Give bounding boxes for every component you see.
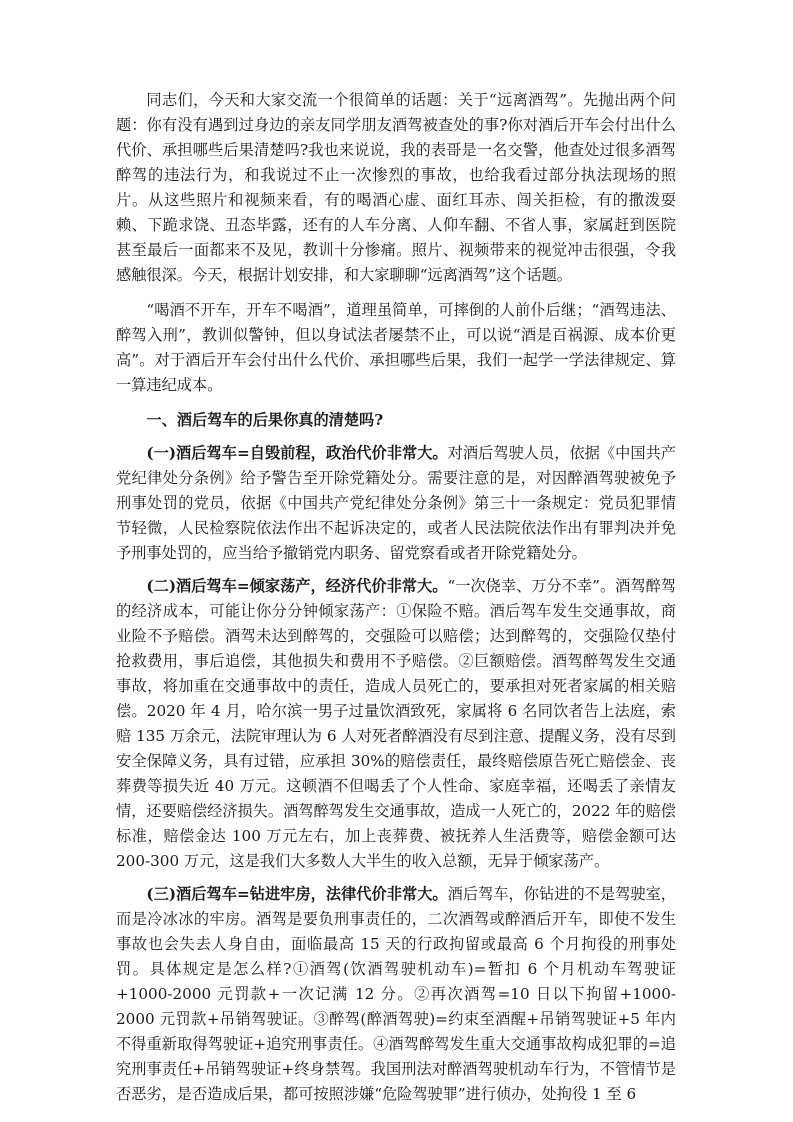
second-paragraph: “喝酒不开车，开车不喝酒”，道理虽简单，可摔倒的人前仆后继；“酒驾违法、醉驾入刑”，教训似警钟，但以身试法者屡禁不止，可以说“酒是百祸源、成本价更高”。对于酒后开车会付出什么代价、承担哪些后果，我们一起学一学法律规定、算一算违纪成本。 [116,301,676,394]
subsection-title: (一)酒后驾车=自毁前程，政治代价非常大。 [146,444,448,462]
subsection-political [116,441,676,566]
subsection-body: “一次侥幸、万分不幸”。酒驾醉驾的经济成本，可能让你分分钟倾家荡产：①保险不赔。酒后驾车发生交通事故，商业险不予赔偿。酒驾未达到醉驾的，交强险可以赔偿；达到醉驾的，交强险仅垫付抢救费用，事后追偿，其他损失和费用不予赔偿。②巨额赔偿。酒驾醉驾发生交通事故，将加重在交通事故中的责任，造成人员死亡的，要承担对死者家属的相关赔偿。2020 年 4 月，哈尔滨一男子过量饮酒致死，家属将 6 名同饮者告上法庭，索赔 135 万余元，法院审理认为 6 人对死者醉酒没有尽到注意、提醒义务，没有尽到安全保障义务，具有过错，应承担 30%的赔偿责任，最终赔偿原告死亡赔偿金、丧葬费等损失近 40 万元。这顿酒不但喝丢了个人性命、家庭幸福，还喝丢了亲情友情，还要赔偿经济损失。酒驾醉驾发生交通事故，造成一人死亡的，2022 年的赔偿标准，赔偿金达 100 万元左右，加上丧葬费、被抚养人生活费等，赔偿金额可达 200-300 万元，这是我们大多数人大半生的收入总额，无异于倾家荡产。 [116,577,676,870]
subsection-economic [116,574,676,874]
subsection-body: 酒后驾车，你钻进的不是驾驶室，而是冷冰冰的牢房。酒驾是要负刑事责任的，二次酒驾或醉酒后开车，即使不发生事故也会失去人身自由，面临最高 15 天的行政拘留或最高 6 个月拘役的刑事处罚。具体规定是怎么样?①酒驾(饮酒驾驶机动车)=暂扣 6 个月机动车驾驶证+1000-2000 元罚款+一次记满 12 分。②再次酒驾=10 日以下拘留+1000-2000 元罚款+吊销驾驶证。③醉驾(醉酒驾驶)=约束至酒醒+吊销驾驶证+5 年内不得重新取得驾驶证+追究刑事责任。④酒驾醉驾发生重大交通事故构成犯罪的=追究刑事责任+吊销驾驶证+终身禁驾。我国刑法对醉酒驾驶机动车行为，不管情节是否恶劣，是否造成后果，都可按照涉嫌“危险驾驶罪”进行侦办，处拘役 1 至 6 [116,885,676,1103]
section-heading: 一、酒后驾车的后果你真的清楚吗? [146,411,384,429]
subsection-title: (三)酒后驾车=钻进牢房，法律代价非常大。 [146,885,448,903]
document-page [116,88,676,1107]
subsection-legal [116,882,676,1107]
subsection-title: (二)酒后驾车=倾家荡产，经济代价非常大。 [146,577,448,595]
subsection-body: 对酒后驾驶人员，依据《中国共产党纪律处分条例》给予警告至开除党籍处分。需要注意的是，对因醉酒驾驶被免予刑事处罚的党员，依据《中国共产党纪律处分条例》第三十一条规定：党员犯罪情节轻微，人民检察院依法作出不起诉决定的，或者人民法院依法作出有罪判决并免予刑事处罚的，应当给予撤销党内职务、留党察看或者开除党籍处分。 [116,444,676,562]
intro-paragraph: 同志们，今天和大家交流一个很简单的话题：关于“远离酒驾”。先抛出两个问题：你有没有遇到过身边的亲友同学朋友酒驾被查处的事?你对酒后开车会付出什么代价、承担哪些后果清楚吗?我也来说说，我的表哥是一名交警，他查处过很多酒驾醉驾的违法行为，和我说过不止一次惨烈的事故，也给我看过部分执法现场的照片。从这些照片和视频来看，有的喝酒心虚、面红耳赤、闯关拒检，有的撒泼耍赖、下跪求饶、丑态毕露，还有的人车分离、人仰车翻、不省人事，家属赶到医院甚至最后一面都来不及见，教训十分惨痛。照片、视频带来的视觉冲击很强，令我感触很深。今天，根据计划安排，和大家聊聊“远离酒驾”这个话题。 [116,91,676,284]
